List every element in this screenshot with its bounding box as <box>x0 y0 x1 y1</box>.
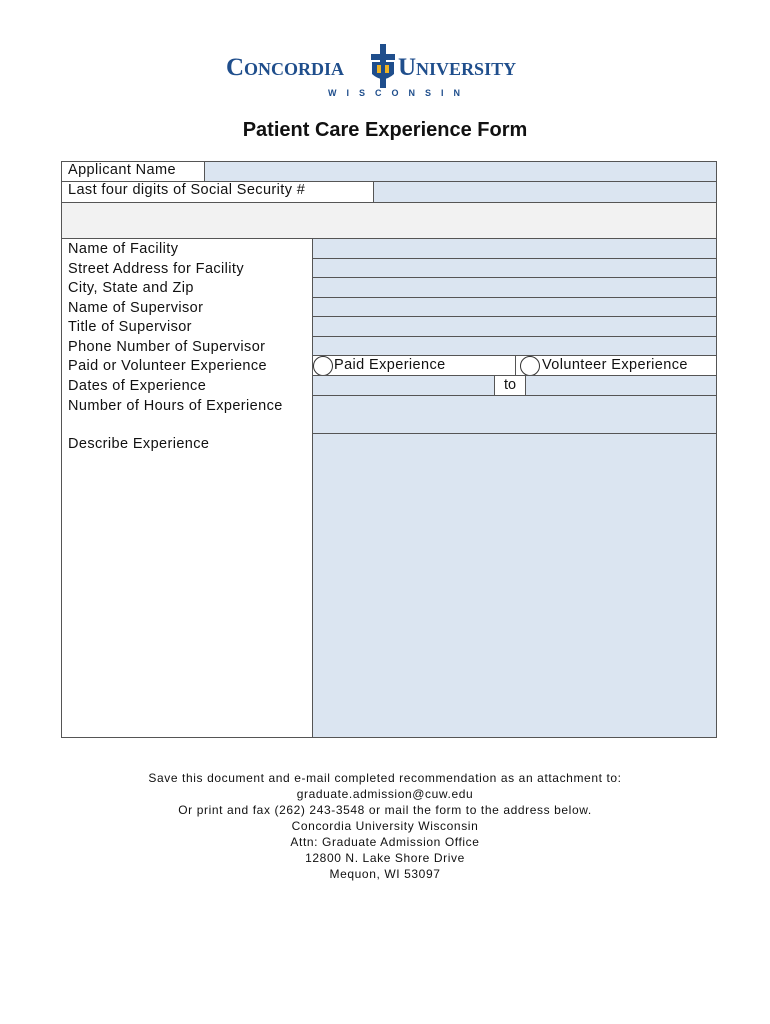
supervisor-name-field[interactable] <box>312 297 717 317</box>
volunteer-option-label: Volunteer Experience <box>542 357 688 373</box>
footer-fax-instructions: Or print and fax (262) 243-3548 or mail the form to the address below. <box>178 803 592 817</box>
hours-label: Number of Hours of Experience <box>68 398 283 414</box>
paid-option-label: Paid Experience <box>334 357 446 373</box>
date-start-field[interactable] <box>312 375 495 396</box>
volunteer-radio[interactable] <box>520 356 540 376</box>
cross-seal-icon <box>369 44 397 88</box>
labels-column <box>61 238 313 738</box>
footer-street: 12800 N. Lake Shore Drive <box>305 851 465 865</box>
describe-label: Describe Experience <box>68 436 210 452</box>
facility-name-label: Name of Facility <box>68 241 179 257</box>
dates-label: Dates of Experience <box>68 378 207 394</box>
footer-attn: Attn: Graduate Admission Office <box>290 835 480 849</box>
applicant-name-field[interactable] <box>204 161 717 182</box>
logo-text-concordia: Concordia <box>226 54 345 81</box>
footer-city: Mequon, WI 53097 <box>329 867 441 881</box>
footer-instructions: Save this document and e-mail completed recommendation as an attachment to: <box>148 771 622 785</box>
ssn-field[interactable] <box>373 181 717 203</box>
supervisor-phone-label: Phone Number of Supervisor <box>68 339 266 355</box>
paid-volunteer-label: Paid or Volunteer Experience <box>68 358 268 374</box>
applicant-name-label: Applicant Name <box>61 161 205 182</box>
supervisor-name-label: Name of Supervisor <box>68 300 204 316</box>
footer-org: Concordia University Wisconsin <box>291 819 479 833</box>
describe-field[interactable] <box>312 433 717 738</box>
date-end-field[interactable] <box>525 375 717 396</box>
separator-row <box>61 202 717 239</box>
supervisor-title-label: Title of Supervisor <box>68 319 192 335</box>
logo-text-university: University <box>398 54 517 81</box>
city-state-zip-label: City, State and Zip <box>68 280 194 296</box>
supervisor-title-field[interactable] <box>312 316 717 337</box>
street-address-field[interactable] <box>312 258 717 278</box>
university-logo <box>226 44 546 104</box>
ssn-label: Last four digits of Social Security # <box>61 181 374 203</box>
city-state-zip-field[interactable] <box>312 277 717 298</box>
footer-email-link[interactable]: graduate.admission@cuw.edu <box>296 787 474 801</box>
paid-radio[interactable] <box>313 356 333 376</box>
logo-subtext: WISCONSIN <box>328 88 471 98</box>
street-address-label: Street Address for Facility <box>68 261 244 277</box>
supervisor-phone-field[interactable] <box>312 336 717 356</box>
facility-name-field[interactable] <box>312 238 717 259</box>
form-title: Patient Care Experience Form <box>242 119 528 141</box>
date-separator: to <box>494 375 526 396</box>
hours-field[interactable] <box>312 395 717 434</box>
